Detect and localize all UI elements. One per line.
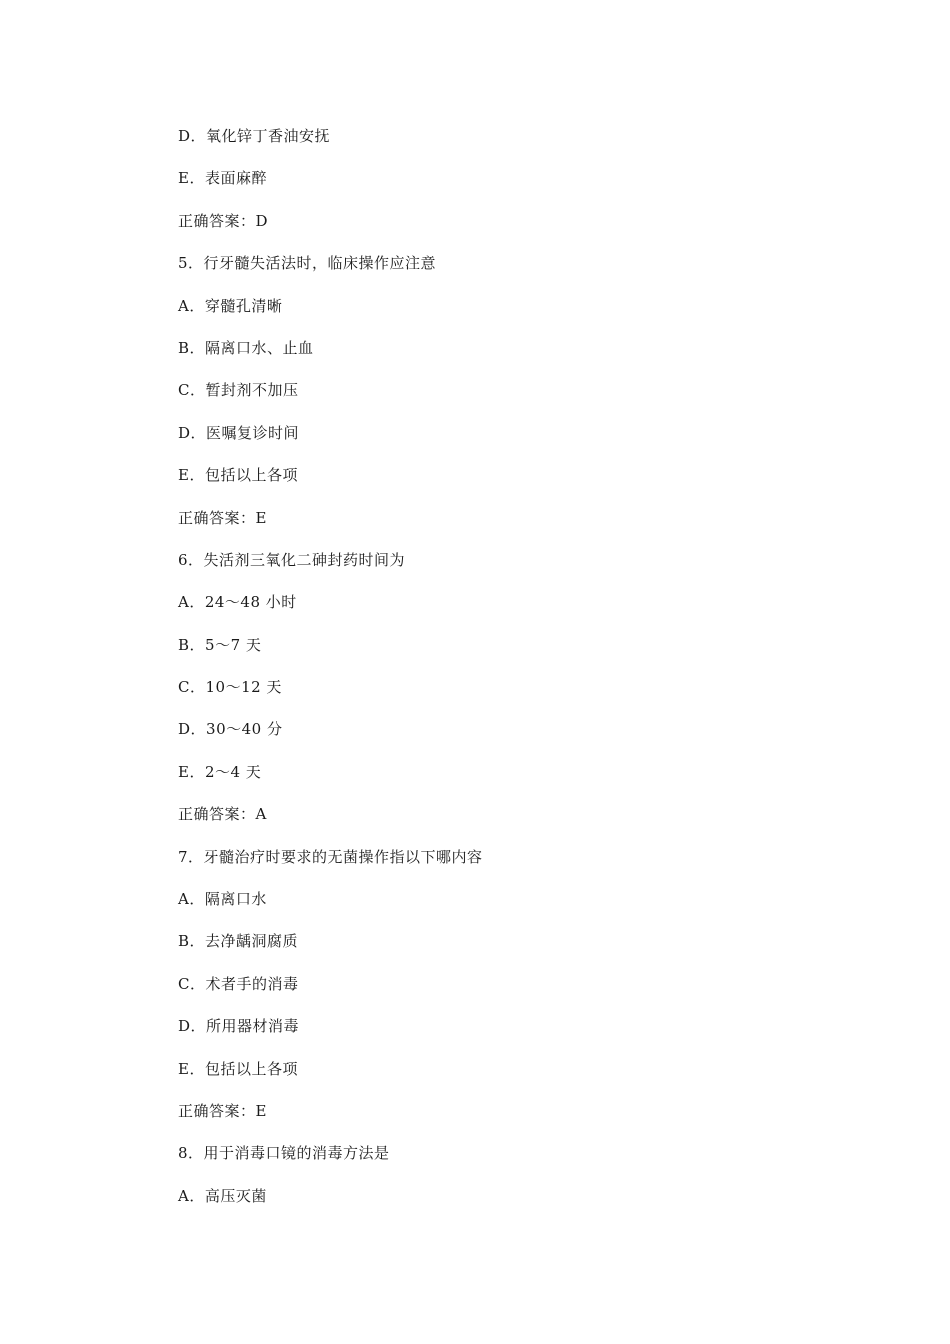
answer-line: 正确答案：D (178, 211, 269, 230)
question-8-line: 8．用于消毒口镜的消毒方法是 (178, 1144, 390, 1163)
option-c-line: C．术者手的消毒 (178, 974, 299, 993)
option-d-line: D．30～40 分 (178, 720, 283, 739)
option-a-line: A．穿髓孔清晰 (178, 296, 283, 315)
exam-question-list (178, 124, 483, 1226)
option-e-line: E．2～4 天 (178, 762, 262, 781)
option-a-line: A．隔离口水 (178, 890, 267, 909)
option-e-line: E．表面麻醉 (178, 169, 267, 188)
option-e-line: E．包括以上各项 (178, 466, 298, 485)
answer-line: 正确答案：A (178, 805, 267, 824)
answer-line: 正确答案：E (178, 508, 267, 527)
question-7-line: 7．牙髓治疗时要求的无菌操作指以下哪内容 (178, 847, 483, 866)
option-a-line: A．高压灭菌 (178, 1186, 267, 1205)
option-b-line: B．去净龋洞腐质 (178, 932, 299, 951)
option-d-line: D．医嘱复诊时间 (178, 423, 300, 442)
option-d-line: D．氧化锌丁香油安抚 (178, 127, 331, 145)
option-e-line: E．包括以上各项 (178, 1059, 298, 1078)
question-5-line: 5．行牙髓失活法时，临床操作应注意 (178, 254, 437, 273)
question-6-line: 6．失活剂三氧化二砷封药时间为 (178, 550, 406, 569)
answer-line: 正确答案：E (178, 1101, 267, 1120)
option-c-line: C．10～12 天 (178, 678, 282, 697)
option-d-line: D．所用器材消毒 (178, 1017, 300, 1036)
option-a-line: A．24～48 小时 (178, 593, 297, 612)
option-c-line: C．暂封剂不加压 (178, 381, 299, 400)
option-b-line: B．隔离口水、止血 (178, 338, 314, 357)
option-b-line: B．5～7 天 (178, 635, 262, 654)
